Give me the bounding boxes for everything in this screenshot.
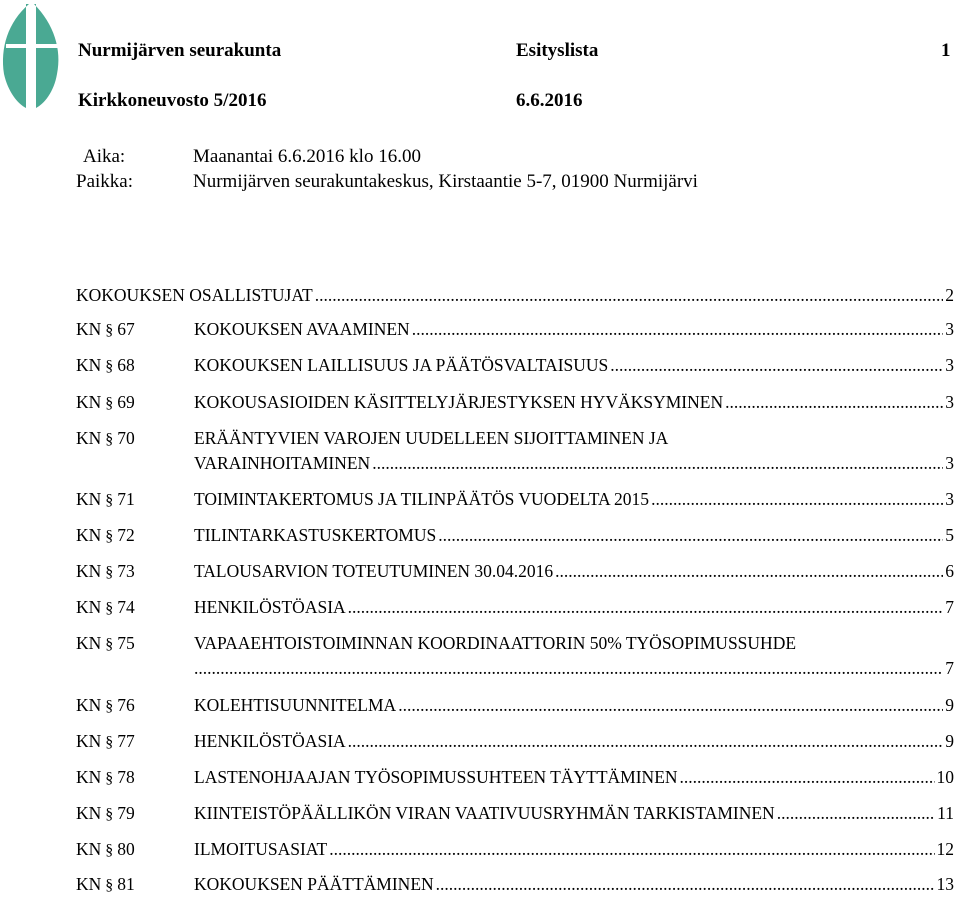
dot-leader <box>398 695 943 716</box>
toc-item-77[interactable] <box>76 731 954 753</box>
toc-kn-label: KN § 78 <box>76 767 135 787</box>
toc-title: LASTENOHJAAJAN TYÖSOPIMUSSUHTEEN TÄYTTÄMINEN <box>194 767 678 787</box>
toc-title: ILMOITUSASIAT <box>194 839 328 859</box>
toc-page: 3 <box>945 319 954 339</box>
toc-item-69[interactable] <box>76 392 954 414</box>
toc-title: KOLEHTISUUNNITELMA <box>194 695 397 715</box>
toc-kn-label: KN § 77 <box>76 731 135 751</box>
toc-kn-label: KN § 68 <box>76 355 135 375</box>
toc-item-78[interactable] <box>76 767 954 789</box>
toc-item-67[interactable] <box>76 319 954 341</box>
toc-page: 12 <box>936 839 954 859</box>
toc-title-line1: VAPAAEHTOISTOIMINNAN KOORDINAATTORIN 50% TYÖSOPIMUSSUHDE <box>194 633 797 653</box>
toc-kn-label: KN § 67 <box>76 319 135 339</box>
toc-title-line2: VARAINHOITAMINEN <box>194 453 371 473</box>
toc-page: 3 <box>945 355 954 375</box>
dot-leader <box>348 731 944 752</box>
toc-title: KIINTEISTÖPÄÄLLIKÖN VIRAN VAATIVUUSRYHMÄN TARKISTAMINEN <box>194 803 775 823</box>
toc-kn-label: KN § 76 <box>76 695 135 715</box>
toc-title: TALOUSARVION TOTEUTUMINEN 30.04.2016 <box>194 561 554 581</box>
toc-page: 2 <box>945 285 954 305</box>
toc-item-68[interactable] <box>76 355 954 377</box>
toc-title: KOKOUKSEN PÄÄTTÄMINEN <box>194 874 434 894</box>
toc-title: TILINTARKASTUSKERTOMUS <box>194 525 437 545</box>
dot-leader <box>651 489 943 510</box>
doc-type: Esityslista <box>516 40 599 61</box>
dot-leader <box>438 525 943 546</box>
toc-item-74[interactable] <box>76 597 954 619</box>
dot-leader <box>777 803 935 824</box>
toc-kn-label: KN § 73 <box>76 561 135 581</box>
toc-item-70[interactable] <box>76 428 954 476</box>
toc-page: 7 <box>945 597 954 617</box>
toc-page: 11 <box>937 803 954 823</box>
dot-leader <box>555 561 943 582</box>
dot-leader <box>348 597 944 618</box>
toc-page: 5 <box>945 525 954 545</box>
toc-page: 3 <box>945 489 954 509</box>
meeting-body: Kirkkoneuvosto 5/2016 <box>78 90 267 111</box>
toc-title: KOKOUSASIOIDEN KÄSITTELYJÄRJESTYKSEN HYVÄKSYMINEN <box>194 392 724 412</box>
dot-leader <box>725 392 943 413</box>
toc-kn-label: KN § 75 <box>76 633 135 653</box>
toc-title: HENKILÖSTÖASIA <box>194 597 346 617</box>
toc-page: 6 <box>945 561 954 581</box>
toc-title: KOKOUKSEN OSALLISTUJAT <box>76 285 313 305</box>
toc-item-73[interactable] <box>76 561 954 583</box>
toc-kn-label: KN § 79 <box>76 803 135 823</box>
time-value: Maanantai 6.6.2016 klo 16.00 <box>193 146 421 167</box>
page-number: 1 <box>941 40 951 61</box>
meeting-date: 6.6.2016 <box>516 90 583 111</box>
time-label: Aika: <box>83 146 126 167</box>
dot-leader <box>372 453 943 474</box>
toc-title: KOKOUKSEN LAILLISUUS JA PÄÄTÖSVALTAISUUS <box>194 355 609 375</box>
org-name: Nurmijärven seurakunta <box>78 40 282 61</box>
toc-page: 7 <box>945 658 954 678</box>
toc-kn-label: KN § 71 <box>76 489 135 509</box>
dot-leader <box>315 285 944 306</box>
toc-title: HENKILÖSTÖASIA <box>194 731 346 751</box>
toc-page: 3 <box>945 392 954 412</box>
dot-leader <box>194 658 943 679</box>
toc-item-81[interactable] <box>76 874 954 896</box>
toc-item-71[interactable] <box>76 489 954 511</box>
toc-item-76[interactable] <box>76 695 954 717</box>
toc-page: 9 <box>945 731 954 751</box>
dot-leader <box>680 767 935 788</box>
toc-participants[interactable] <box>76 285 954 307</box>
toc-item-80[interactable] <box>76 839 954 861</box>
toc-item-75[interactable] <box>76 633 954 681</box>
toc-page: 3 <box>945 453 954 473</box>
toc-title-line1: ERÄÄNTYVIEN VAROJEN UUDELLEEN SIJOITTAMINEN JA <box>194 428 669 448</box>
toc-page: 13 <box>936 874 954 894</box>
place-label: Paikka: <box>76 171 133 192</box>
toc-page: 9 <box>945 695 954 715</box>
dot-leader <box>610 355 943 376</box>
parish-logo-icon <box>0 0 62 112</box>
toc-kn-label: KN § 74 <box>76 597 135 617</box>
toc-kn-label: KN § 81 <box>76 874 135 894</box>
toc-title: TOIMINTAKERTOMUS JA TILINPÄÄTÖS VUODELTA 2015 <box>194 489 650 509</box>
dot-leader <box>436 874 935 895</box>
toc-item-72[interactable] <box>76 525 954 547</box>
dot-leader <box>329 839 934 860</box>
toc-kn-label: KN § 69 <box>76 392 135 412</box>
toc-kn-label: KN § 70 <box>76 428 135 448</box>
toc-item-79[interactable] <box>76 803 954 825</box>
toc-title: KOKOUKSEN AVAAMINEN <box>194 319 410 339</box>
place-value: Nurmijärven seurakuntakeskus, Kirstaantie 5-7, 01900 Nurmijärvi <box>193 171 698 192</box>
toc-page: 10 <box>936 767 954 787</box>
dot-leader <box>412 319 944 340</box>
toc-kn-label: KN § 72 <box>76 525 135 545</box>
toc-kn-label: KN § 80 <box>76 839 135 859</box>
